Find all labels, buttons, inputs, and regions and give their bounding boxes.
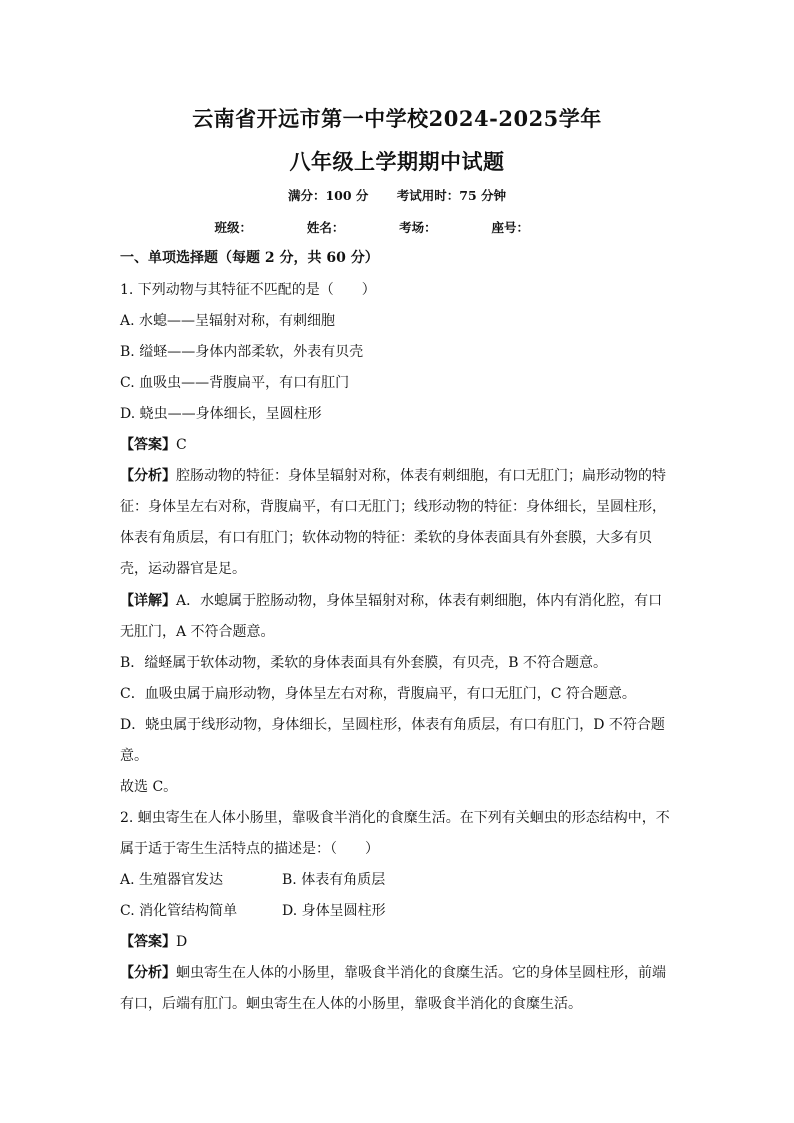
room-field-label: 考场： <box>399 220 437 235</box>
answer-value: C <box>176 437 187 453</box>
question-2-stem: 属于适于寄生生活特点的描述是：（ ） <box>120 841 379 857</box>
question-1-analysis-line: 征：身体呈左右对称，背腹扁平，有口无肛门；线形动物的特征：身体细长，呈圆柱形， <box>120 499 666 515</box>
seat-field-label: 座号： <box>491 220 530 235</box>
question-2-options-row <box>120 870 680 890</box>
detail-tag: 【详解】 <box>120 593 176 609</box>
document-subtitle: 八年级上学期期中试题 <box>289 149 505 174</box>
question-2-answer <box>120 932 680 952</box>
name-field-label: 姓名： <box>306 220 345 235</box>
question-1-option-b: B. 缢蛏——身体内部柔软，外表有贝壳 <box>120 344 364 360</box>
question-1-option-a: A. 水螅——呈辐射对称，有刺细胞 <box>120 313 336 329</box>
question-1-detail-line: 意。 <box>120 748 148 764</box>
question-2-options-row <box>120 901 680 921</box>
analysis-text: 腔肠动物的特征：身体呈辐射对称，体表有刺细胞，有口无肛门；扁形动物的特 <box>176 468 666 484</box>
question-1-detail-line: B．缢蛏属于软体动物，柔软的身体表面具有外套膜，有贝壳，B 不符合题意。 <box>120 655 608 671</box>
analysis-text: 蛔虫寄生在人体的小肠里，靠吸食半消化的食糜生活。它的身体呈圆柱形，前端 <box>176 965 666 981</box>
question-1-option-d: D. 蛲虫——身体细长，呈圆柱形 <box>120 406 322 422</box>
section-heading: 一、单项选择题（每题 2 分，共 60 分） <box>120 250 379 266</box>
class-field-label: 班级： <box>214 220 252 235</box>
analysis-tag: 【分析】 <box>120 468 176 484</box>
question-1-detail-line: C．血吸虫属于扁形动物，身体呈左右对称，背腹扁平，有口无肛门，C 符合题意。 <box>120 686 636 702</box>
question-2-option-a: A. 生殖器官发达 <box>120 872 224 888</box>
document-title: 云南省开远市第一中学校2024-2025学年 <box>192 106 602 131</box>
question-1-stem: 1. 下列动物与其特征不匹配的是（ ） <box>120 282 376 298</box>
exam-time: 考试用时：75 分钟 <box>396 188 507 203</box>
question-2-analysis-line <box>120 963 680 983</box>
question-2-analysis-line: 有口，后端有肛门。蛔虫寄生在人体的小肠里，靠吸食半消化的食糜生活。 <box>120 996 582 1012</box>
analysis-tag: 【分析】 <box>120 965 176 981</box>
question-2-stem: 2. 蛔虫寄生在人体小肠里，靠吸食半消化的食糜生活。在下列有关蛔虫的形态结构中，不 <box>120 810 670 826</box>
question-2-option-d: D. 身体呈圆柱形 <box>282 903 386 919</box>
question-2-option-b: B. 体表有角质层 <box>282 872 386 888</box>
question-1-detail-line: D．蛲虫属于线形动物，身体细长，呈圆柱形，体表有角质层，有口有肛门，D 不符合题 <box>120 717 665 733</box>
question-1-answer <box>120 435 680 455</box>
exam-meta <box>0 186 794 204</box>
answer-value: D <box>176 934 188 950</box>
answer-tag: 【答案】 <box>120 934 176 950</box>
answer-tag: 【答案】 <box>120 437 176 453</box>
student-info-fields <box>0 218 794 236</box>
question-1-analysis-line: 壳，运动器官是足。 <box>120 561 246 577</box>
full-score: 满分：100 分 <box>287 188 369 203</box>
question-2-option-c: C. 消化管结构简单 <box>120 903 238 919</box>
question-1-analysis-line: 体表有角质层，有口有肛门；软体动物的特征：柔软的身体表面具有外套膜，大多有贝 <box>120 530 652 546</box>
question-1-conclusion: 故选 C。 <box>120 779 178 795</box>
question-1-option-c: C. 血吸虫——背腹扁平，有口有肛门 <box>120 375 350 391</box>
question-1-analysis-line <box>120 466 680 486</box>
question-1-detail-line: 无肛门，A 不符合题意。 <box>120 624 275 640</box>
question-1-detail-line <box>120 591 680 611</box>
detail-text: A．水螅属于腔肠动物，身体呈辐射对称，体表有刺细胞，体内有消化腔，有口 <box>176 593 663 609</box>
